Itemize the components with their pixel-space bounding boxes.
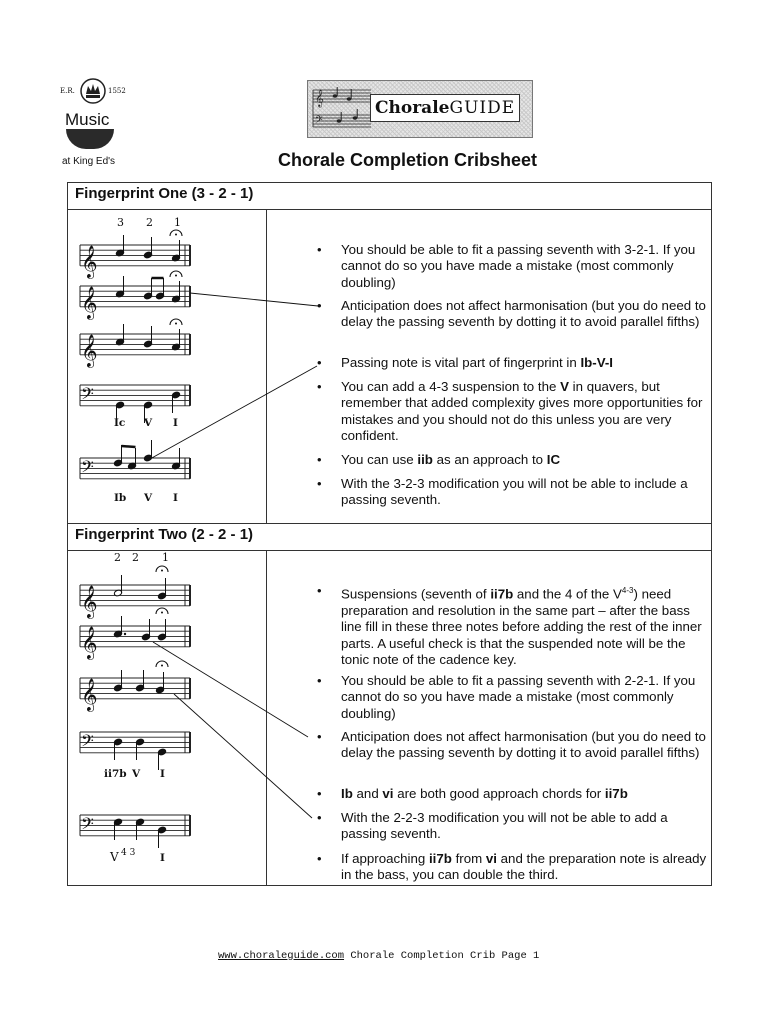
section-two-heading: Fingerprint Two (2 - 2 - 1): [75, 526, 254, 543]
page-title: Chorale Completion Cribsheet: [278, 150, 538, 170]
treble-clef-icon: 𝄞: [81, 244, 98, 278]
pointer-line: [190, 293, 318, 306]
s1-bullet-6: • With the 3-2-3 modification you will not be able to include a passing seventh.: [341, 476, 709, 509]
bass-clef-icon: 𝄢: [81, 813, 94, 838]
s2-bullet-1: • Suspensions (seventh of ii7b and the 4 of the $V^{4-3}$) need preparation and resolution in the same part – after the bass line fill in these three notes before adding the rest of the inner parts. A useful check is that the suspended note will be the tonic note of the cadence key.: [341, 583, 709, 668]
chord-label: V: [110, 850, 119, 864]
fermata-icon-dot: [175, 323, 177, 325]
music-word: Music: [65, 110, 110, 129]
fermata-icon-dot: [175, 275, 177, 277]
scale-degree-label: 2: [132, 551, 139, 564]
treble-clef-icon: 𝄞: [81, 625, 98, 659]
treble-clef-icon: 𝄞: [81, 285, 98, 319]
s2-bullet-2: • You should be able to fit a passing seventh with 2-2-1. If you cannot do so you have made a mistake (most commonly doubling): [341, 673, 709, 722]
s2-note-dot: [124, 633, 126, 635]
chord-label-superscript: 4 3: [121, 848, 136, 858]
scale-degree-label: 1: [174, 216, 181, 229]
chord-label: V: [144, 492, 153, 504]
footer-url[interactable]: www.choraleguide.com: [218, 950, 345, 962]
section-one-heading: Fingerprint One (3 - 2 - 1): [75, 185, 254, 202]
chord-label: I: [160, 768, 165, 780]
crest-left-text: E.R.: [60, 87, 75, 95]
scale-degree-label: 3: [117, 216, 124, 229]
pointer-line: [153, 642, 308, 737]
scale-degree-label: 2: [146, 216, 153, 229]
chord-label: Ib: [114, 492, 127, 504]
fermata-icon-dot: [175, 234, 177, 236]
chord-label: I: [160, 852, 165, 864]
s1-bullet-2: • Anticipation does not affect harmonisation (but you do need to delay the passing seventh by dotting it to avoid parallel fifths): [341, 298, 709, 331]
chord-label: V: [132, 768, 141, 780]
treble-clef-icon: 𝄞: [81, 677, 98, 711]
pointer-line: [174, 694, 312, 818]
fermata-icon-dot: [161, 665, 163, 667]
treble-clef-icon: 𝄞: [81, 584, 98, 618]
s1-bullet-4: • You can add a 4-3 suspension to the V in quavers, but remember that added complexity gives more opportunities for mistakes and you should not do this unless you are very confident.: [341, 379, 709, 445]
fermata-icon-dot: [161, 612, 163, 614]
chord-label: I: [173, 417, 178, 429]
crest-right-text: 1552: [108, 87, 126, 95]
wordmark-accent: GUIDE: [449, 98, 516, 118]
wordmark-main: Chorale: [375, 98, 450, 118]
svg-text:𝄢: 𝄢: [315, 114, 323, 128]
pointer-line: [150, 366, 317, 459]
s2-bullet-5: • With the 2-2-3 modification you will not be able to add a passing seventh.: [341, 810, 709, 843]
scale-degree-label: 1: [162, 551, 169, 564]
s1-bullet-5: • You can use iib as an approach to IC: [341, 452, 709, 468]
s2-bullet-6: • If approaching ii7b from vi and the preparation note is already in the bass, you can double the third.: [341, 851, 709, 884]
bass-clef-icon: 𝄢: [81, 730, 94, 755]
s1-beam: [122, 446, 136, 447]
svg-text:𝄞: 𝄞: [315, 89, 324, 107]
bass-clef-icon: 𝄢: [81, 456, 94, 481]
s1-bullet-1: • You should be able to fit a passing seventh with 3-2-1. If you cannot do so you have made a mistake (most commonly doubling): [341, 242, 709, 291]
s1-bullet-3: • Passing note is vital part of fingerprint in Ib-V-I: [341, 355, 709, 371]
fermata-icon-dot: [161, 570, 163, 572]
school-name: at King Ed's: [62, 156, 116, 167]
treble-clef-icon: 𝄞: [81, 333, 98, 367]
chord-label: Ic: [114, 417, 126, 429]
scale-degree-label: 2: [114, 551, 121, 564]
chord-label: ii7b: [104, 768, 127, 780]
chord-label: V: [144, 417, 153, 429]
footer: [218, 950, 539, 962]
bass-clef-icon: 𝄢: [81, 383, 94, 408]
s2-bullet-3: • Anticipation does not affect harmonisation (but you do need to delay the passing seventh by dotting it to avoid parallel fifths): [341, 729, 709, 762]
footer-text: Chorale Completion Crib Page 1: [344, 950, 540, 962]
s2-bullet-4: • Ib and vi are both good approach chords for ii7b: [341, 786, 709, 802]
chord-label: I: [173, 492, 178, 504]
